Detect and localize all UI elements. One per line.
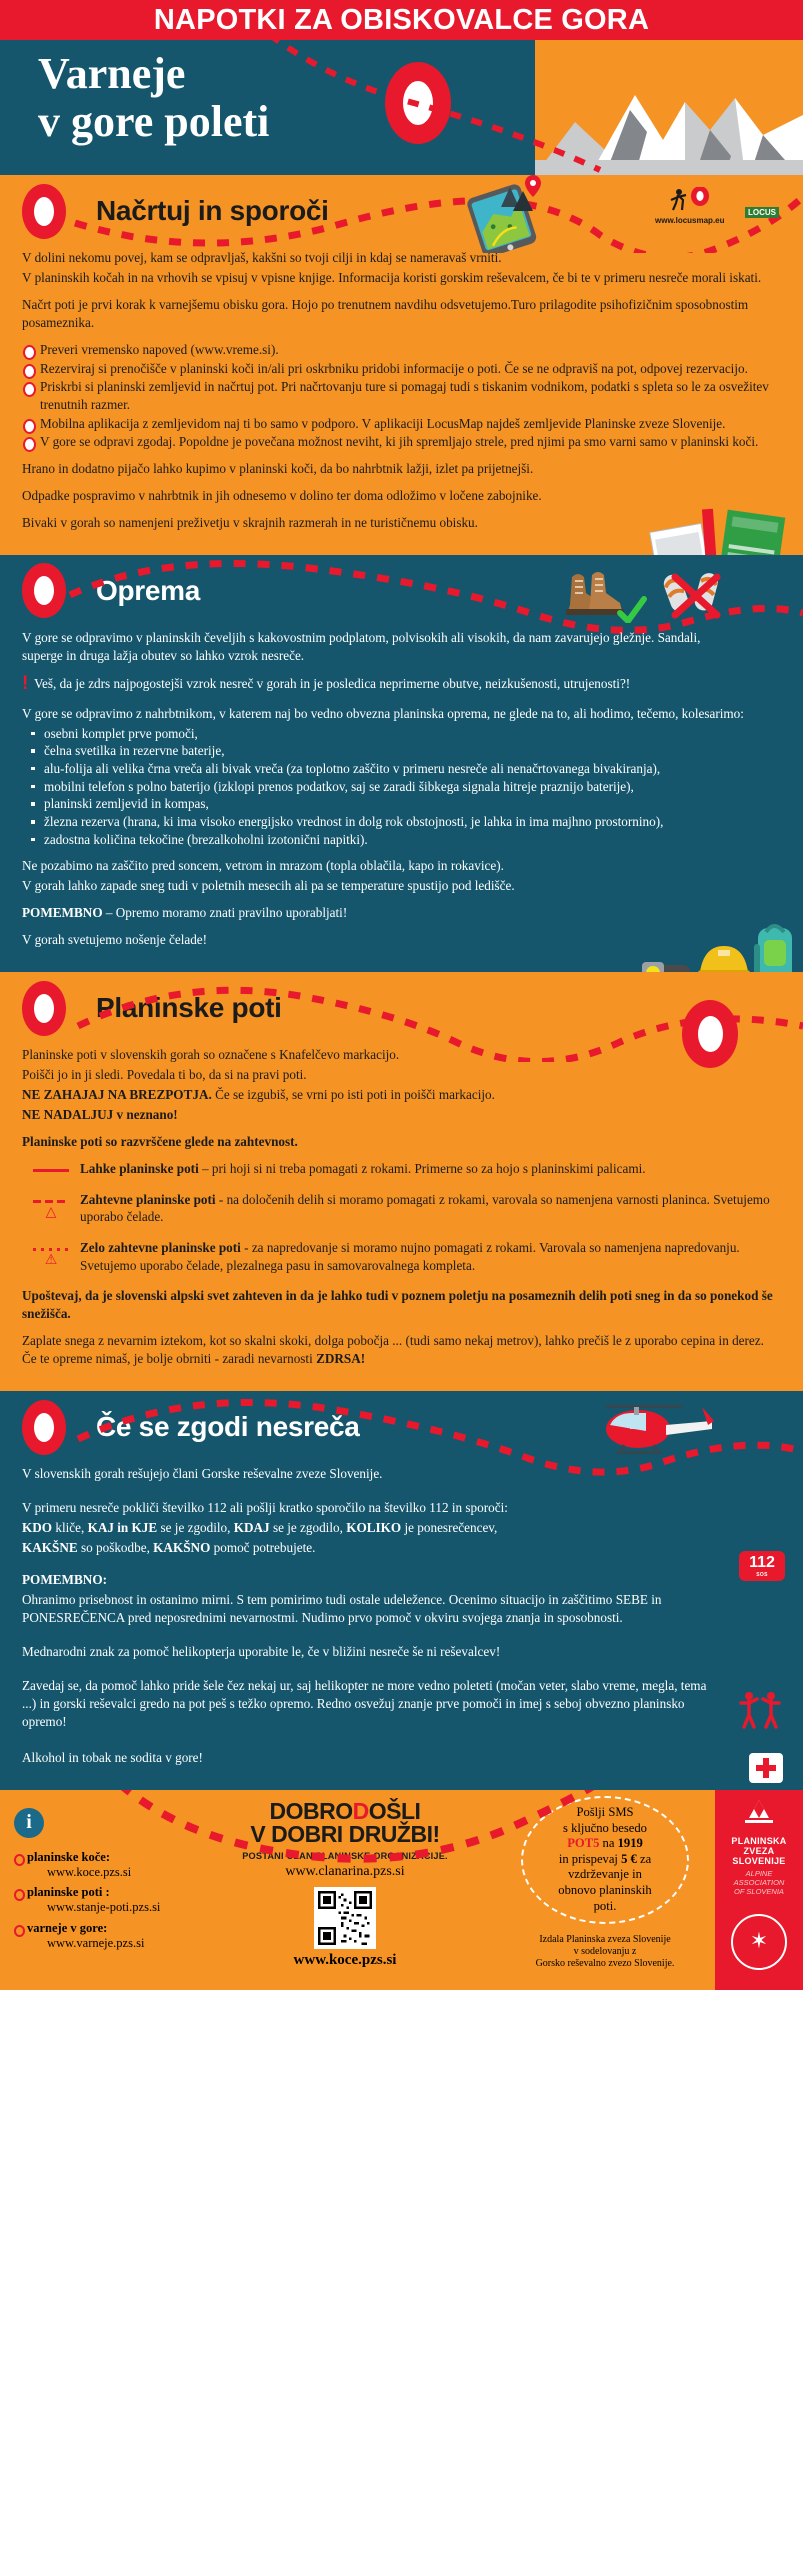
sms-keyword: POT5 (567, 1836, 600, 1851)
sms-line-2: s ključno besedo (563, 1820, 647, 1835)
list-item[interactable] (14, 1921, 195, 1952)
section1-marker-icon (22, 184, 66, 239)
section2-paragraph-3: V gorah lahko zapade sneg tudi v poletnih mesecih ali pa se temperature spustijo pod ledišče. (22, 878, 515, 894)
dobro-word-1: DOBRO (269, 1797, 353, 1824)
call-kaksne: KAKŠNE (22, 1540, 78, 1556)
qr-code[interactable] (314, 1887, 376, 1949)
section3-classify-text: Planinske poti so razvrščene glede na zahtevnost. (22, 1134, 298, 1150)
call-kaj-kje: KAJ in KJE (87, 1520, 158, 1536)
section3-final-paragraph (22, 1332, 781, 1368)
emergency-number: 112 (749, 1553, 775, 1571)
issuer-line-2: v sodelovanju z (573, 1945, 637, 1957)
hero-title-line2: v gore poleti (38, 96, 270, 146)
call-kdo: KDO (22, 1520, 53, 1536)
issuer-line-3: Gorsko reševalno zvezo Slovenije. (535, 1958, 675, 1970)
section3-final-text: Zaplate snega z nevarnim iztekom, kot so skalni skoki, dolga pobočja ... (tudi samo nekaj metrov), lahko prečiš le z uporabo cepina in derez. Če te opreme nimaš, je bolje obrniti - zaradi nevarnosti (22, 1333, 764, 1367)
call-kaksno: KAKŠNO (153, 1540, 211, 1556)
sms-text: Pošlji SMS s ključno besedo POT5 na 1919 in prispevaj 5 € za vzdrževanje in obnovo planinskih poti. (558, 1805, 652, 1913)
section3-bold-note (22, 1287, 781, 1323)
section4-call-intro: V primeru nesreče pokliči številko 112 ali pošlji kratko sporočilo na številko 112 in sporoči: (22, 1500, 508, 1516)
issuer-credit (495, 1934, 715, 1971)
banner-title: NAPOTKI ZA OBISKOVALCE GORA (153, 3, 650, 36)
pzs-sub-3: OF SLOVENIA (734, 1886, 784, 1896)
emergency-sub: SOS (756, 1571, 768, 1578)
list-item: žlezna rezerva (hrana, ki ima visoko energijsko vrednost in dolg rok obstojnosti, je lahka in ima majhno prostornino), (28, 813, 781, 831)
list-item: čelna svetilka in rezervne baterije, (28, 742, 781, 760)
locus-brand-badge: LOCUS (745, 207, 779, 218)
trail-text: - za napredovanje si moramo nujno pomagati z rokami. Varovala so namenjena napredovanju. Svetujemo uporabo čelade, plezalnega pasu in samovarovalnega kompleta. (80, 1240, 740, 1273)
section4-alcohol-line: Alkohol in tobak ne sodita v gore! (22, 1749, 203, 1765)
sms-donation-bubble (521, 1796, 689, 1924)
trail-name: Lahke planinske poti (80, 1161, 199, 1176)
dobro-dosli-line2: V DOBRI DRUŽBI! (250, 1820, 440, 1847)
link-label: planinske poti : (27, 1885, 110, 1900)
section3-final-bold: ZDRSA! (316, 1351, 366, 1367)
section4-important-paragraph: Ohranimo prisebnost in ostanimo mirni. S tem pomirimo tudi ostale udeležence. Ocenimo situacijo in zaščitimo SEBE in PONESREČENCA pred neposrednimi nevarnostmi. Nudimo prvo pomoč v okviru svojega znanja in sposobnosti. (22, 1592, 662, 1625)
trail-name: Zahtevne planinske poti (80, 1191, 216, 1207)
footer-links-panel (0, 1790, 195, 1990)
section4-intro: V slovenskih gorah rešujejo člani Gorske reševalne zveze Slovenije. (22, 1466, 383, 1482)
section1-bullet-list (22, 341, 781, 451)
list-item: osebni komplet prve pomoči, (28, 725, 781, 743)
hero-title-line1: Varneje (38, 49, 186, 98)
section-planinske-poti (0, 972, 803, 1391)
pzs-sub-2: ASSOCIATION (733, 1877, 785, 1887)
section2-important-text: – Opremo moramo znati pravilno uporabljati! (102, 905, 348, 921)
list-item[interactable] (14, 1850, 195, 1881)
footer-sms-panel (495, 1790, 715, 1990)
section2-equipment-list (28, 725, 781, 849)
section2-header (0, 555, 803, 627)
koce-url[interactable]: www.koce.pzs.si (293, 1951, 397, 1968)
footer-membership-panel (195, 1790, 495, 1990)
clanarina-url[interactable]: www.clanarina.pzs.si (285, 1863, 405, 1879)
section2-warning-box (22, 675, 781, 693)
top-banner (0, 0, 803, 40)
trail-name: Zelo zahtevne planinske poti (80, 1240, 241, 1256)
section4-heli-paragraph: Zavedaj se, da pomoč lahko pride šele čez nekaj ur, saj helikopter ne more vedno poleteti (močan veter, slabo vreme, megla, tema ...) in gorski reševalci gredo na pot peš s težko opremo. Redno osvežuj znanje prve pomoči in imej s seboj obvezno planinsko opremo! (22, 1677, 707, 1729)
section2-body (0, 627, 803, 972)
hero (0, 40, 803, 175)
trail-row (22, 1191, 781, 1226)
section1-paragraph-4: Hrano in dodatno pijačo lahko kupimo v planinski koči, da bo nahrbtnik lažji, izlet pa prijetnejši. (22, 460, 534, 476)
section3-bold-2: NE NADALJUJ (22, 1107, 114, 1123)
sms-line-7: poti. (593, 1898, 617, 1913)
sms-line-6: obnovo planinskih (558, 1883, 652, 1898)
section1-header (0, 175, 803, 247)
section-nacrtuj-in-sporoci (0, 175, 803, 555)
section3-bold-line-2 (22, 1106, 781, 1124)
dobro-word-3: OŠLI (368, 1797, 421, 1824)
trail-row (22, 1239, 781, 1274)
section3-bold-1-rest: Če se izgubiš, se vrni po isti poti in poišči markacijo. (211, 1087, 495, 1103)
trail-desc-easy (80, 1160, 781, 1178)
call-kdaj: KDAJ (233, 1520, 270, 1536)
trail-text: - na določenih delih si moramo pomagati z rokami, varovala so namenjena varnosti planinca. Svetujemo uporabo čelade. (80, 1191, 770, 1225)
section3-marker-icon (22, 981, 66, 1036)
list-item: Preveri vremensko napoved (www.vreme.si). (22, 341, 781, 359)
hiker-icon (667, 187, 713, 211)
section4-call-line-2: KAKŠNE so poškodbe, KAKŠNO pomoč potrebujete. (22, 1540, 316, 1556)
list-item[interactable] (14, 1885, 195, 1916)
section1-paragraph-2: V planinskih kočah in na vrhovih se vpisuj v vpisne knjige. Informacija koristi gorskim reševalcem, če bi te v primeru nesreče morali iskati. (22, 269, 762, 285)
section1-paragraph-5: Odpadke pospravimo v nahrbtnik in jih odnesemo v dolino ter doma odložimo v ločene zabojnike. (22, 487, 542, 503)
section3-bold-1: NE ZAHAJAJ NA BREZPOTJA. (22, 1087, 212, 1103)
footer-link-list (14, 1850, 195, 1952)
section3-paragraph-1: Planinske poti v slovenskih gorah so označene s Knafelčevo markacijo. (22, 1047, 400, 1063)
dobro-word-2-red: D (352, 1797, 369, 1824)
pzs-subtitle (715, 1869, 803, 1896)
link-url[interactable]: www.varneje.pzs.si (47, 1935, 145, 1950)
section1-paragraph-6: Bivaki v gorah so namenjeni preživetju v skrajnih razmerah in ne turističnemu obisku. (22, 514, 478, 530)
section-oprema (0, 555, 803, 972)
trail-key-very-demanding-icon (22, 1239, 80, 1267)
pzs-line-2: ZVEZA (743, 1846, 775, 1857)
section2-warning-text: Veš, da je zdrs najpogostejši vzrok nesreč v gorah in je posledica neprimerne obutve, neizkušenosti, utrujenosti?! (34, 675, 631, 691)
trail-desc-demanding (80, 1191, 781, 1226)
hero-left-panel (0, 40, 535, 175)
list-item: planinski zemljevid in kompas, (28, 795, 781, 813)
trail-desc-very-demanding (80, 1239, 781, 1274)
hiking-boots-icon (560, 561, 650, 623)
section4-title: Če se zgodi nesreča (96, 1411, 360, 1443)
pzs-sub-1: ALPINE (745, 1868, 773, 1878)
section3-header (0, 972, 803, 1044)
section4-signal-paragraph: Mednarodni znak za pomoč helikopterja uporabite le, če v bližini nesreče še ni reševalcev! (22, 1643, 501, 1659)
link-label: varneje v gore: (27, 1920, 108, 1935)
list-item: V gore se odpravi zgodaj. Popoldne je povečana možnost neviht, ki jih spremljajo strele, pred njimi pa smo varni samo v planinski koči. (22, 433, 781, 451)
location-pin-icon (520, 175, 546, 199)
link-label: planinske koče: (27, 1849, 111, 1864)
list-item: Mobilna aplikacija z zemljevidom naj ti bo samo v podporo. V aplikaciji LocusMap najdeš zemljevide Planinske zveze Slovenije. (22, 415, 781, 433)
section3-paragraph-2: Poišči jo in ji sledi. Povedala ti bo, da si na pravi poti. (22, 1067, 307, 1083)
section3-bold-2-rest: v neznano! (113, 1107, 178, 1123)
rescue-helicopter-icon (590, 1395, 720, 1463)
hero-mountains-illustration (535, 40, 803, 175)
section1-paragraph-3: Načrt poti je prvi korak k varnejšemu obisku gora. Hojo po trenutnem navdihu odsvetujemo.Turo prilagodite psihofizičnim sposobnostim posameznika. (22, 296, 749, 330)
section4-marker-icon (22, 1400, 66, 1455)
sms-line-5: vzdrževanje in (568, 1867, 642, 1882)
info-icon: i (14, 1808, 44, 1838)
trail-row (22, 1160, 781, 1178)
warning-triangle-icon: △ (45, 1203, 57, 1220)
section1-paragraph-1: V dolini nekomu povej, kam se odpravljaš, kakšni so tvoji cilji in kdaj se nameravaš vrniti. (22, 250, 502, 265)
footer-logos-panel (715, 1790, 803, 1990)
section2-helmet-line: V gorah svetujemo nošenje čelade! (22, 932, 208, 948)
locusmap-credit (655, 187, 725, 225)
section2-list-intro: V gore se odpravimo z nahrbtnikom, v katerem naj bo vedno obvezna planinska oprema, ne glede na to, ali hodimo, tečemo, kolesarimo: (22, 705, 744, 721)
grzs-seal-icon: ✶ (731, 1914, 787, 1970)
section2-paragraph-2: Ne pozabimo na zaščito pred soncem, vetrom in mrazom (topla oblačila, kapo in rokavice). (22, 858, 504, 874)
issuer-line-1: Izdala Planinska zveza Slovenije (539, 1933, 671, 1945)
hero-map-marker-icon (385, 62, 451, 144)
pzs-line-1: PLANINSKA (731, 1835, 787, 1846)
section3-bold-line-1 (22, 1086, 781, 1104)
section3-title: Planinske poti (96, 992, 282, 1024)
link-url[interactable]: www.stanje-poti.pzs.si (47, 1900, 161, 1915)
section4-body (0, 1463, 803, 1789)
footer (0, 1790, 803, 1990)
list-item: Priskrbi si planinski zemljevid in načrtuj pot. Pri načrtovanju ture si pomagaj tudi s tiskanim vodnikom, podatki s spleta so le za osvežitev trenutnih razmer. (22, 378, 781, 413)
section-ce-se-zgodi-nesreca (0, 1391, 803, 1789)
dobro-dosli-title (195, 1797, 495, 1824)
section3-bold-note-text: Upoštevaj, da je slovenski alpski svet zahteven in da je lahko tudi v poznem poletju na posameznih delih poti sneg in da so ponekod še snežišča. (22, 1288, 773, 1322)
list-item: mobilni telefon s polno baterijo (izklopi prenos podatkov, saj se zaradi šibkega signala hitreje praznijo baterije), (28, 778, 781, 796)
mountain-peaks-icon (535, 40, 803, 175)
section2-title: Oprema (96, 574, 201, 606)
trail-key-easy-icon (22, 1160, 80, 1172)
section4-header (0, 1391, 803, 1463)
sandals-crossed-icon (655, 561, 735, 623)
sms-line-1: Pošlji SMS (576, 1805, 634, 1820)
call-koliko: KOLIKO (346, 1520, 402, 1536)
trail-key-demanding-icon (22, 1191, 80, 1219)
section2-important-label: POMEMBNO (22, 905, 103, 921)
list-item: zadostna količina tekočine (brezalkoholni izotonični napitki). (28, 831, 781, 849)
section2-marker-icon (22, 563, 66, 618)
sms-amount: 5 € (621, 1851, 637, 1866)
section1-title: Načrtuj in sporoči (96, 195, 329, 226)
locus-url: www.locusmap.eu (655, 216, 725, 225)
sms-number: 1919 (617, 1836, 643, 1851)
phone-map-icon (455, 181, 565, 253)
pzs-logo-icon (739, 1798, 779, 1832)
section4-important-label: POMEMBNO: (22, 1572, 107, 1588)
trail-text: – pri hoji si ni treba pomagati z rokami. Primerne so za hojo s planinskimi palicami. (198, 1161, 646, 1176)
section4-call-line-1: KDO kliče, KAJ in KJE se je zgodilo, KDAJ se je zgodilo, KOLIKO je ponesrečencev, (22, 1520, 498, 1536)
section1-body (0, 247, 803, 555)
warning-triangle-icon: ⚠ (44, 1252, 58, 1269)
list-item: Rezerviraj si prenočišče v planinski koči in/ali pri oskrbniku pridobi informacije o poti. Če se ne odpraviš na pot, odpovej rezervacijo. (22, 360, 781, 378)
section3-classify-line (22, 1133, 781, 1151)
membership-subtitle: POSTANI ČLAN PLANINSKE ORGANIZACIJE. (242, 1850, 448, 1861)
list-item: alu-folija ali velika črna vreča ali bivak vreča (za toplotno zaščito v primeru nesreče ali nenačrtovanega bivakiranja), (28, 760, 781, 778)
pzs-name (715, 1836, 803, 1867)
section2-paragraph-1: V gore se odpravimo v planinskih čeveljih s kakovostnim podplatom, polvisokih ali visokih, da nam zavarujejo gležnje. Sandali, superge in druga lažja obutev so lahko vzrok nesreče. (22, 629, 701, 663)
section3-body (0, 1044, 803, 1391)
pzs-line-3: SLOVENIJE (732, 1856, 786, 1867)
link-url[interactable]: www.koce.pzs.si (47, 1864, 132, 1879)
section2-important-line (22, 904, 781, 922)
